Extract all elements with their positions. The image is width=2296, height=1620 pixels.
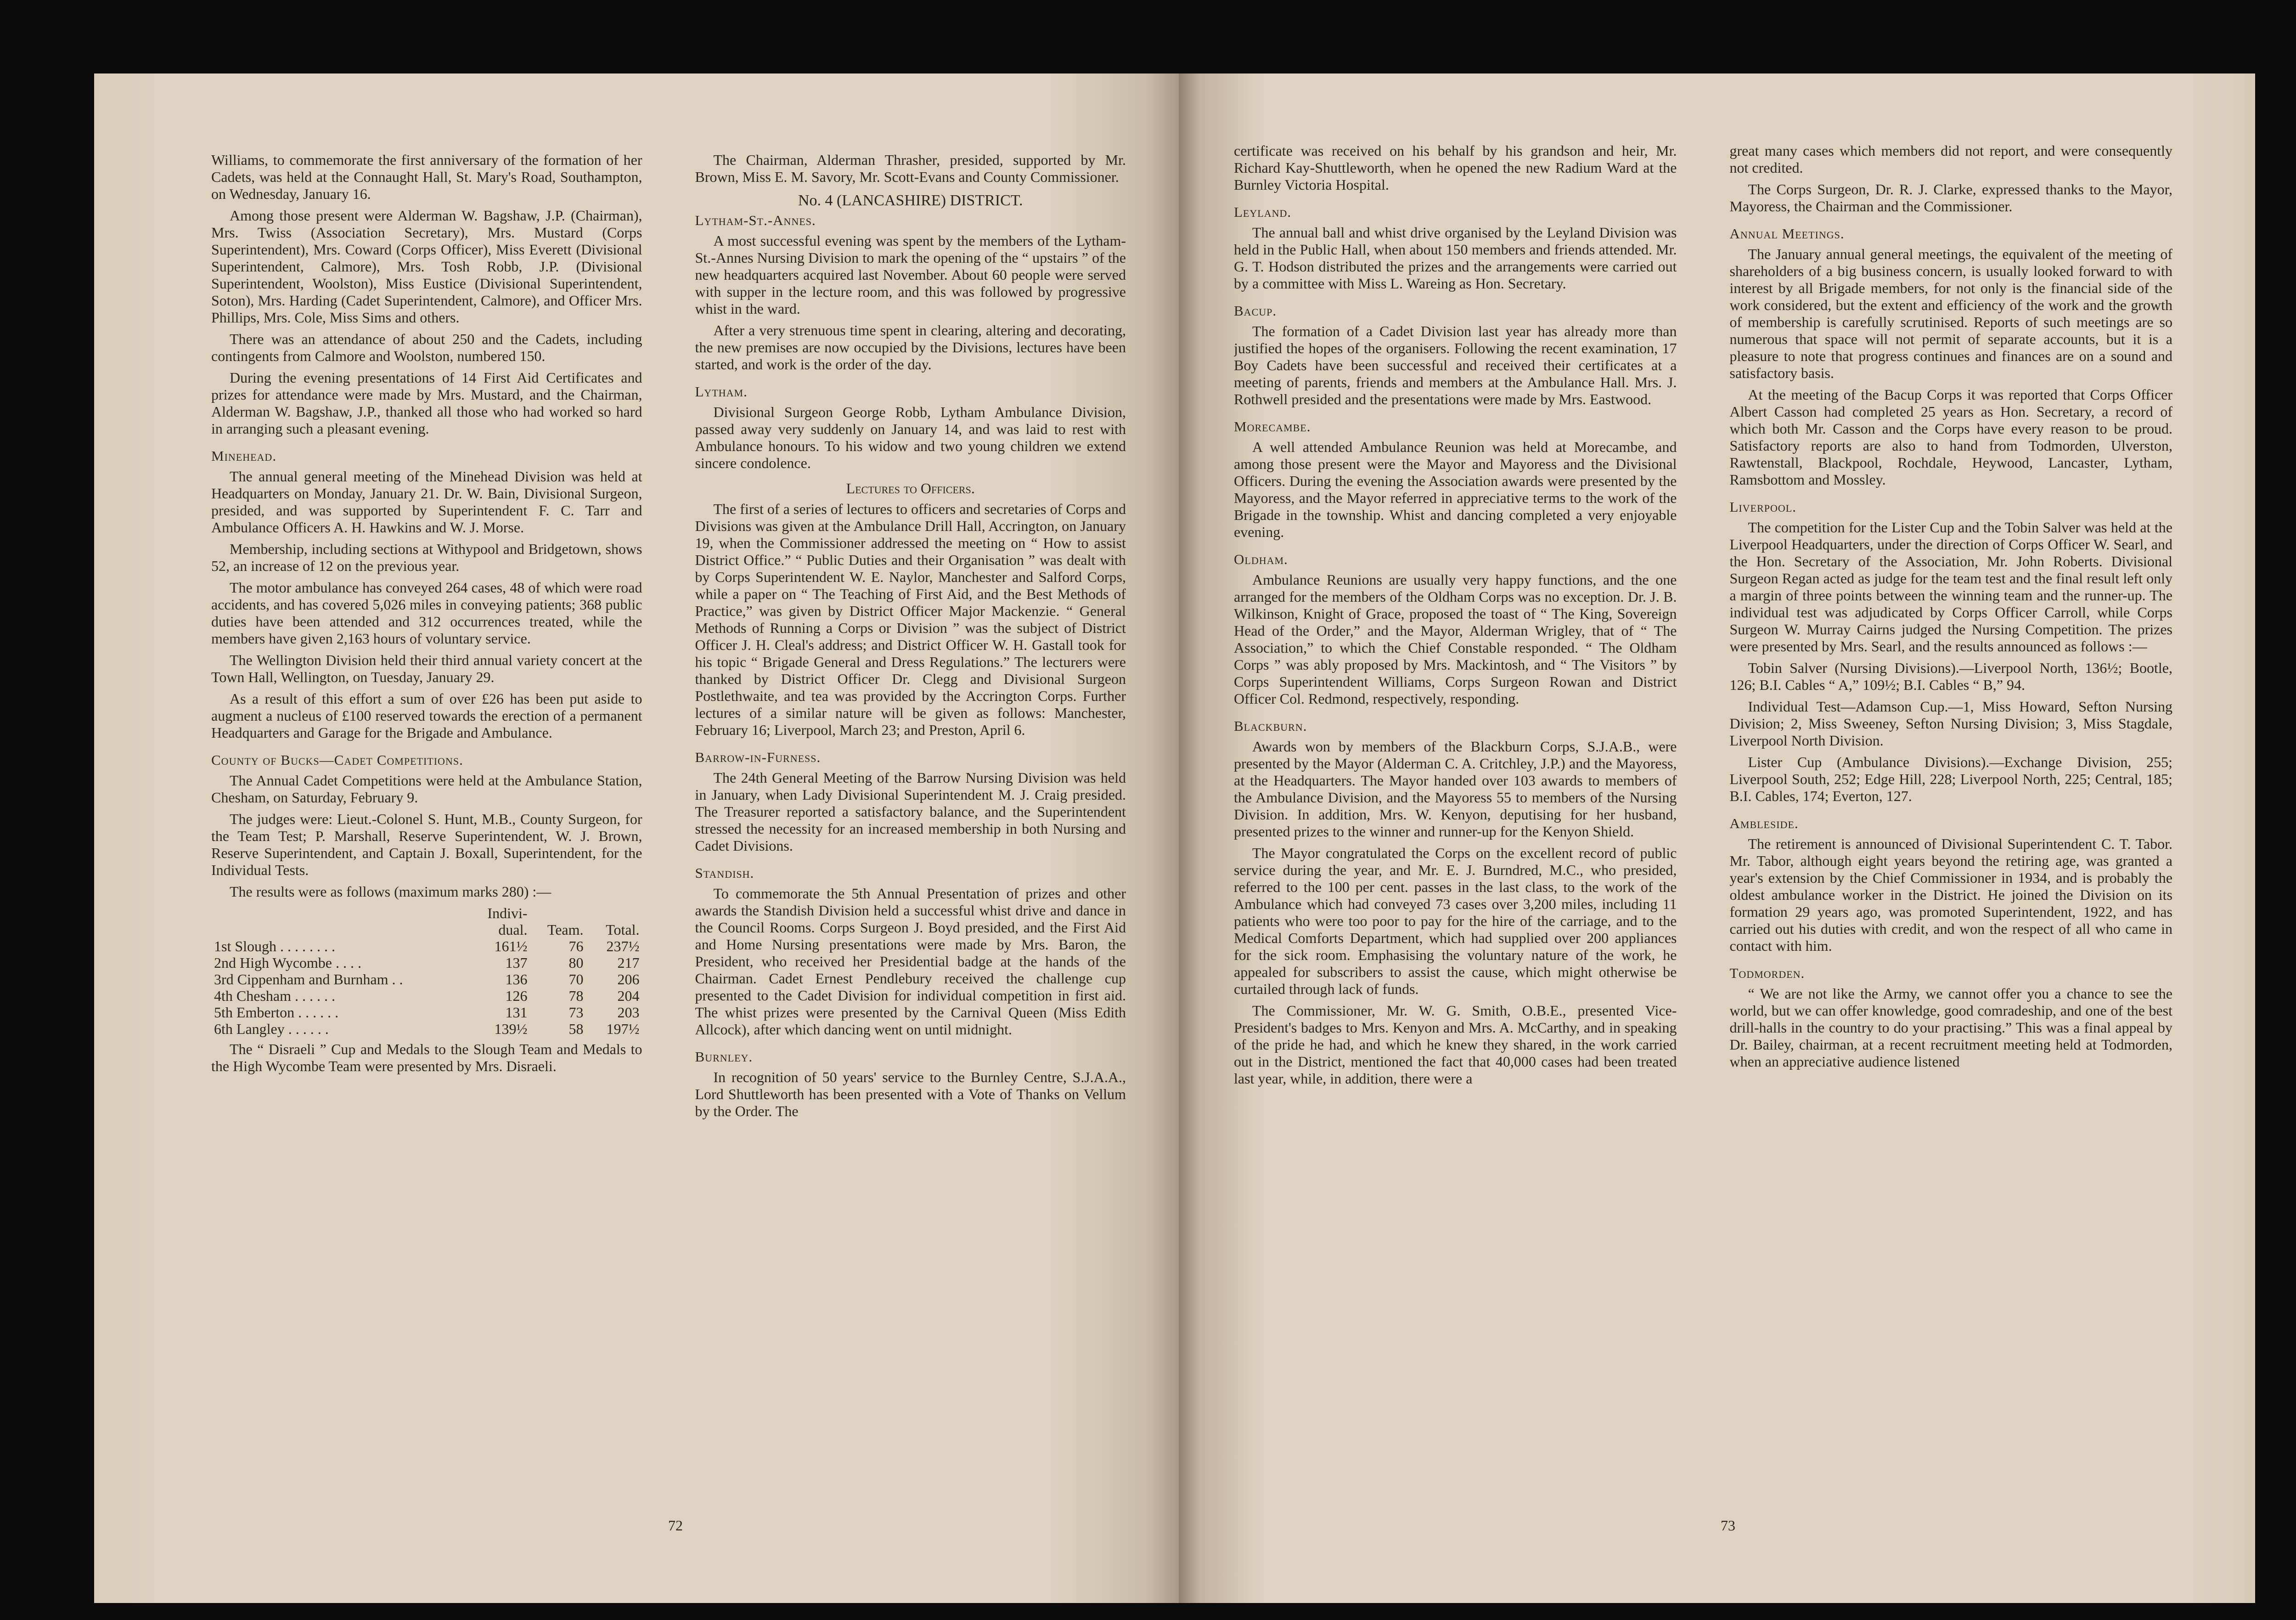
paragraph: To commemorate the 5th Annual Presentation of prizes and other awards the Standish Division held a successful whist drive and dance in the Council Rooms. Corps Surgeon J. Boyd presided, and the First Aid and Home Nursing presentations were made by Mrs. Baron, the President, who received her Presidential badge at the hands of the Chairman. Cadet Ernest Pendlebury received the challenge cup presented to the Cadet Division for individual competition in first aid. The whist prizes were presented by the Carnival Queen (Miss Edith Allcock), after which dancing went on until midnight. xyxy=(695,885,1126,1038)
paragraph: There was an attendance of about 250 and the Cadets, including contingents from Calmore and Woolston, numbered 150. xyxy=(211,331,642,364)
page-number: 73 xyxy=(1721,1517,1735,1534)
section-heading-lectures: Lectures to Officers. xyxy=(846,480,975,497)
paragraph: The annual general meeting of the Minehead Division was held at Headquarters on Monday, January 21. Dr. W. Bain, Divisional Surgeon, presided, and was supported by Superintendent F. C. Tarr and Ambulance Officers A. H. Hawkins and W. J. Morse. xyxy=(211,468,642,536)
team-score: 76 xyxy=(568,938,584,954)
section-heading-bucks: County of Bucks—Cadet Competitions. xyxy=(211,752,463,768)
table-row xyxy=(211,971,642,988)
paragraph: The competition for the Lister Cup and the Tobin Salver was held at the Liverpool Headquarters, under the direction of Corps Officer W. Searl, and the Hon. Secretary of the Association, Mr. John Roberts. Divisional Surgeon Regan acted as judge for the team test and the final result left only a margin of three points between the winning team and the runner-up. The individual test was adjudicated by Corps Officer Carroll, while Corps Surgeon W. Murray Cairns judged the Nursing Competition. The prizes were presented by Mrs. Searl, and the results announced as follows :— xyxy=(1729,519,2172,655)
team-name: 1st Slough . . . . . . . . xyxy=(214,938,336,954)
section-heading-oldham: Oldham. xyxy=(1234,551,1288,567)
section-heading-standish: Standish. xyxy=(695,865,754,881)
paragraph: The Mayor congratulated the Corps on the excellent record of public service during the year, and Mr. E. J. Burndred, M.C., who presided, referred to the 100 per cent. passes in the last class, to the work of the Ambulance which had conveyed 73 cases over 3,200 miles, including 11 patients who were too poor to pay for the hire of the carriage, and to the Medical Comforts Department, which had supplied over 200 appliances for the sick room. Emphasising the voluntary nature of the work, he appealed for subscribers to assist the cause, which might otherwise be curtailed through lack of funds. xyxy=(1234,845,1677,997)
section-heading-lytham-st-annes: Lytham-St.-Annes. xyxy=(695,212,816,228)
total-score: 203 xyxy=(617,1004,640,1021)
section-heading-lytham: Lytham. xyxy=(695,384,748,400)
section-heading-leyland: Leyland. xyxy=(1234,204,1292,220)
column-header: Team. xyxy=(547,921,584,938)
paragraph: Ambulance Reunions are usually very happy functions, and the one arranged for the members of the Oldham Corps was no exception. Dr. J. B. Wilkinson, Knight of Grace, proposed the toast of “ The King, Sovereign Head of the Order,” and the Mayor, Alderman Wrigley, that of “ The Association,” to which the Chief Constable responded. “ The Oldham Corps ” was ably proposed by Mrs. Mackintosh, and “ The Visitors ” by Corps Superintendent Williams, Corps Surgeon Rowan and District Officer Col. Redmond, respectively, responding. xyxy=(1234,571,1677,707)
table-row xyxy=(211,1021,642,1037)
left-page-column-1 xyxy=(211,152,642,1507)
section-heading-barrow: Barrow-in-Furness. xyxy=(695,749,821,765)
paragraph: Tobin Salver (Nursing Divisions).—Liverpool North, 136½; Bootle, 126; B.I. Cables “ A,” 109½; B.I. Cables “ B,” 94. xyxy=(1729,660,2172,693)
paragraph: Individual Test—Adamson Cup.—1, Miss Howard, Sefton Nursing Division; 2, Miss Sweeney, Sefton Nursing Division; 3, Miss Stagdale, Liverpool North Division. xyxy=(1729,698,2172,749)
paragraph: great many cases which members did not report, and were consequently not credited. xyxy=(1729,142,2172,176)
total-score: 237½ xyxy=(606,938,640,954)
individual-score: 139½ xyxy=(494,1021,528,1037)
paragraph: Williams, to commemorate the first anniversary of the formation of her Cadets, was held at the Connaught Hall, St. Mary's Road, Southampton, on Wednesday, January 16. xyxy=(211,152,642,202)
right-page xyxy=(1179,73,2255,1603)
paragraph: Divisional Surgeon George Robb, Lytham Ambulance Division, passed away very suddenly on January 14, and was laid to rest with Ambulance honours. To his widow and two young children we extend sincere condolence. xyxy=(695,404,1126,471)
paragraph: At the meeting of the Bacup Corps it was reported that Corps Officer Albert Casson had completed 25 years as Hon. Secretary, a record of which both Mr. Casson and the Corps have every reason to be proud. Satisfactory reports are also to hand from Todmorden, Ulverston, Rawtenstall, Blackpool, Rochdale, Heywood, Lancaster, Lytham, Ramsbottom and Mossley. xyxy=(1729,386,2172,488)
paragraph: The January annual general meetings, the equivalent of the meeting of shareholders of a big business concern, is usually looked forward to with interest by all Brigade members, for not only is the financial side of the work considered, but the extent and efficiency of the work and the growth of membership is carefully scrutinised. Reports of such meetings are so numerous that space will not permit of separate accounts, but it is a pleasure to note that progress continues and finances are on a sound and satisfactory basis. xyxy=(1729,246,2172,381)
paragraph: Lister Cup (Ambulance Divisions).—Exchange Division, 255; Liverpool South, 252; Edge Hill, 228; Liverpool North, 225; Central, 185; B.I. Cables, 174; Everton, 127. xyxy=(1729,754,2172,804)
results-table xyxy=(211,905,642,1037)
team-name: 4th Chesham . . . . . . xyxy=(214,988,335,1004)
paragraph: The annual ball and whist drive organised by the Leyland Division was held in the Public Hall, when about 150 members and friends attended. Mr. G. T. Hodson distributed the prizes and the arrangements were carried out by a committee with Miss L. Wareing as Hon. Secretary. xyxy=(1234,224,1677,292)
team-name: 5th Emberton . . . . . . xyxy=(214,1004,339,1021)
paragraph: The results were as follows (maximum marks 280) :— xyxy=(230,883,551,900)
section-heading-bacup: Bacup. xyxy=(1234,303,1277,319)
page-number: 72 xyxy=(668,1517,683,1534)
table-row xyxy=(211,938,642,954)
total-score: 204 xyxy=(617,988,640,1004)
team-score: 73 xyxy=(568,1004,584,1021)
paragraph: The judges were: Lieut.-Colonel S. Hunt, M.B., County Surgeon, for the Team Test; P. Marshall, Reserve Superintendent, W. J. Brown, Reserve Superintendent, and Captain J. Boxall, Superintendent, for the Individual Tests. xyxy=(211,811,642,878)
team-score: 70 xyxy=(568,971,584,988)
team-name: 2nd High Wycombe . . . . xyxy=(214,954,361,971)
table-row xyxy=(211,954,642,971)
section-heading-ambleside: Ambleside. xyxy=(1729,815,1799,831)
paragraph: In recognition of 50 years' service to the Burnley Centre, S.J.A.A., Lord Shuttleworth has been presented with a Vote of Thanks on Vellum by the Order. The xyxy=(695,1069,1126,1119)
individual-score: 137 xyxy=(505,954,528,971)
book-spread xyxy=(94,73,2255,1603)
paragraph: A most successful evening was spent by the members of the Lytham-St.-Annes Nursing Division to mark the opening of the “ upstairs ” of the new headquarters acquired last November. About 60 people were served with supper in the lecture room, and this was followed by progressive whist in the ward. xyxy=(695,232,1126,317)
paragraph: The motor ambulance has conveyed 264 cases, 48 of which were road accidents, and has covered 5,026 miles in conveying patients; 368 public duties have been attended and 312 occurrences treated, while the members have given 2,163 hours of voluntary service. xyxy=(211,579,642,647)
paragraph: After a very strenuous time spent in clearing, altering and decorating, the new premises are now occupied by the Divisions, lectures have been started, and work is the order of the day. xyxy=(695,322,1126,373)
paragraph: As a result of this effort a sum of over £26 has been put aside to augment a nucleus of £100 reserved towards the erection of a permanent Headquarters and Garage for the Brigade and Ambulance. xyxy=(211,690,642,741)
section-heading-minehead: Minehead. xyxy=(211,448,277,464)
total-score: 217 xyxy=(617,954,640,971)
table-row xyxy=(211,1004,642,1021)
left-page-column-2 xyxy=(695,152,1126,1507)
paragraph: The Corps Surgeon, Dr. R. J. Clarke, expressed thanks to the Mayor, Mayoress, the Chairman and the Commissioner. xyxy=(1729,181,2172,214)
table-row xyxy=(211,988,642,1004)
section-heading-blackburn: Blackburn. xyxy=(1234,718,1307,734)
team-name: 6th Langley . . . . . . xyxy=(214,1021,329,1037)
paragraph: Membership, including sections at Withypool and Bridgetown, shows 52, an increase of 12 on the previous year. xyxy=(211,541,642,574)
right-page-column-1 xyxy=(1234,142,1677,1497)
team-score: 58 xyxy=(568,1021,584,1037)
individual-score: 136 xyxy=(505,971,528,988)
column-header: Indivi- xyxy=(487,905,528,921)
paragraph: A well attended Ambulance Reunion was held at Morecambe, and among those present were the Mayor and Mayoress and the Divisional Officers. During the evening the Association awards were presented by the Mayoress, and the Mayor referred in appreciative terms to the work of the Brigade in the township. Whist and dancing completed a very enjoyable evening. xyxy=(1234,439,1677,540)
paragraph: The first of a series of lectures to officers and secretaries of Corps and Divisions was given at the Ambulance Drill Hall, Accrington, on January 19, when the Commissioner addressed the meeting on “ How to assist District Office.” “ Public Duties and their Organisation ” was dealt with by Corps Superintendent W. E. Naylor, Manchester and Salford Corps, while a paper on “ The Teaching of First Aid, and the Best Methods of Practice,” was given by District Officer Major Mackenzie. “ General Methods of Running a Corps or Division ” was the subject of District Officer J. H. Cleal's address; and District Officer W. H. Gastall took for his topic “ Brigade General and Dress Regulations.” The lecturers were thanked by District Officer Dr. Clegg and Divisional Surgeon Postlethwaite, and tea was provided by the Accrington Corps. Further lectures of a similar nature will be given as follows: Manchester, February 16; Liverpool, March 23; and Preston, April 6. xyxy=(695,501,1126,738)
paragraph: certificate was received on his behalf by his grandson and heir, Mr. Richard Kay-Shuttleworth, when he opened the new Radium Ward at the Burnley Victoria Hospital. xyxy=(1234,142,1677,193)
paragraph: The retirement is announced of Divisional Superintendent C. T. Tabor. Mr. Tabor, although eight years beyond the retiring age, was granted a year's extension by the Chief Commissioner in 1934, and is probably the oldest ambulance worker in the District. He joined the Division on its formation 29 years ago, was promoted Superintendent, 1922, and has carried out his duties with credit, and won the respect of all who came in contact with him. xyxy=(1729,835,2172,954)
paragraph: The formation of a Cadet Division last year has already more than justified the hopes of the organisers. Following the recent examination, 17 Boy Cadets have been successful and received their certificates at a meeting of parents, friends and members at the Ambulance Hall. Mrs. J. Rothwell presided and the presentations were made by Mrs. Eastwood. xyxy=(1234,323,1677,407)
section-heading-morecambe: Morecambe. xyxy=(1234,418,1311,435)
paragraph: The Wellington Division held their third annual variety concert at the Town Hall, Wellington, on Tuesday, January 29. xyxy=(211,652,642,685)
individual-score: 131 xyxy=(505,1004,528,1021)
team-name: 3rd Cippenham and Burnham . . xyxy=(214,971,403,988)
team-score: 80 xyxy=(568,954,584,971)
column-header: dual. xyxy=(498,921,528,938)
paragraph: The “ Disraeli ” Cup and Medals to the Slough Team and Medals to the High Wycombe Team were presented by Mrs. Disraeli. xyxy=(211,1041,642,1074)
district-heading: No. 4 (LANCASHIRE) DISTRICT. xyxy=(798,192,1023,209)
section-heading-burnley: Burnley. xyxy=(695,1049,753,1065)
total-score: 197½ xyxy=(606,1021,640,1037)
paragraph: Among those present were Alderman W. Bagshaw, J.P. (Chairman), Mrs. Twiss (Association Secretary), Mrs. Mustard (Corps Superintendent), Mrs. Coward (Corps Officer), Miss Everett (Divisional Superintendent, Calmore), Mrs. Tosh Robb, J.P. (Divisional Superintendent, Woolston), Miss Eustice (Divisional Superintendent, Soton), Mrs. Harding (Cadet Superintendent, Calmore), and Officer Mrs. Phillips, Mrs. Cole, Miss Sims and others. xyxy=(211,207,642,326)
team-score: 78 xyxy=(568,988,584,1004)
paragraph: Awards won by members of the Blackburn Corps, S.J.A.B., were presented by the Mayor (Alderman C. A. Critchley, J.P.) and the Mayoress, at the Headquarters. The Mayor handed over 103 awards to members of the Ambulance Division, and the Mayoress 55 to members of the Nursing Division. In addition, Mrs. W. Kenyon, deputising for her husband, presented prizes to the winner and runner-up for the Kenyon Shield. xyxy=(1234,738,1677,840)
column-header: Total. xyxy=(606,921,640,938)
paragraph: The 24th General Meeting of the Barrow Nursing Division was held in January, when Lady Divisional Superintendent M. J. Craig presided. The Treasurer reported a satisfactory balance, and the Superintendent stressed the necessity for an increased membership in both Nursing and Cadet Divisions. xyxy=(695,769,1126,854)
section-heading-liverpool: Liverpool. xyxy=(1729,499,1796,515)
left-page xyxy=(94,73,1179,1603)
individual-score: 161½ xyxy=(494,938,528,954)
individual-score: 126 xyxy=(505,988,528,1004)
section-heading-todmorden: Todmorden. xyxy=(1729,965,1805,981)
paragraph: “ We are not like the Army, we cannot offer you a chance to see the world, but we can offer knowledge, good comradeship, and one of the best drill-halls in the country to do your practising.” This was a final appeal by Dr. Bailey, chairman, at a recent recruitment meeting held at Todmorden, when an appreciative audience listened xyxy=(1729,985,2172,1070)
paragraph: The Commissioner, Mr. W. G. Smith, O.B.E., presented Vice-President's badges to Mrs. Kenyon and Mrs. A. McCarthy, and in speaking of the pride he had, and which he knew they shared, in the work carried out in the District, mentioned the fact that 40,000 cases had been treated last year, while, in addition, there were a xyxy=(1234,1002,1677,1087)
paragraph: The Annual Cadet Competitions were held at the Ambulance Station, Chesham, on Saturday, February 9. xyxy=(211,772,642,806)
right-page-column-2 xyxy=(1730,142,2173,1497)
paragraph: During the evening presentations of 14 First Aid Certificates and prizes for attendance were made by Mrs. Mustard, and the Chairman, Alderman W. Bagshaw, J.P., thanked all those who had worked so hard in arranging such a pleasant evening. xyxy=(211,369,642,437)
section-heading-annual-meetings: Annual Meetings. xyxy=(1729,226,1845,242)
total-score: 206 xyxy=(617,971,640,988)
paragraph: The Chairman, Alderman Thrasher, presided, supported by Mr. Brown, Miss E. M. Savory, Mr. Scott-Evans and County Commissioner. xyxy=(695,152,1126,185)
